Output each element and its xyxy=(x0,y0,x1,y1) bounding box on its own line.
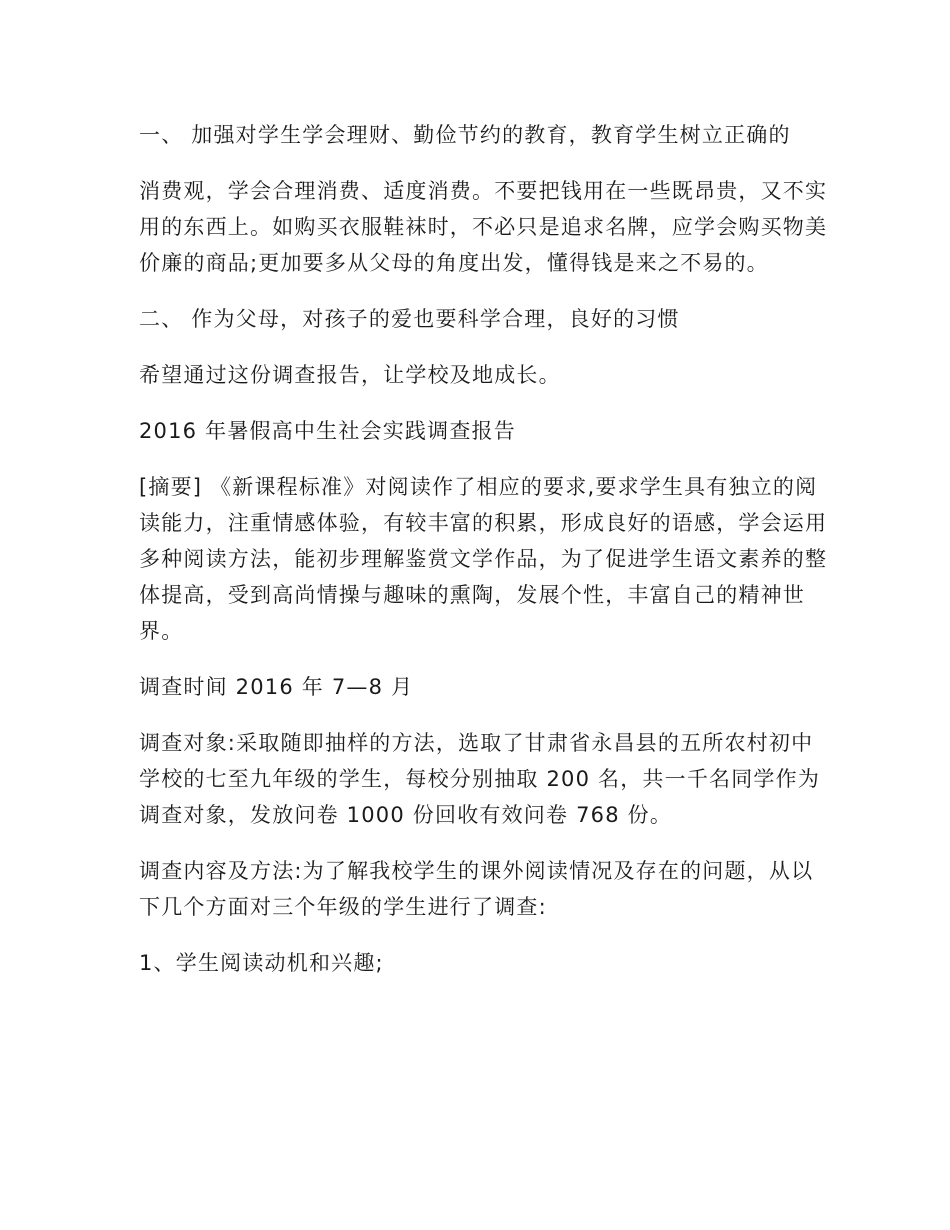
list-item-reading-motivation: 1、学生阅读动机和兴趣; xyxy=(139,951,384,975)
paragraph-survey-content: 调查内容及方法:为了解我校学生的课外阅读情况及存在的问题，从以下几个方面对三个年级的学生进行了调查: xyxy=(139,859,814,919)
paragraph-section-one-heading: 一、 加强对学生学会理财、勤俭节约的教育，教育学生树立正确的 xyxy=(139,123,791,147)
paragraph-section-two-heading: 二、 作为父母，对孩子的爱也要科学合理，良好的习惯 xyxy=(139,307,680,331)
paragraph-survey-time: 调查时间 2016 年 7—8 月 xyxy=(139,675,414,699)
report-title: 2016 年暑假高中生社会实践调查报告 xyxy=(139,419,516,443)
paragraph-abstract: [摘要] 《新课程标准》对阅读作了相应的要求,要求学生具有独立的阅读能力，注重情感体验，有较丰富的积累，形成良好的语感，学会运用多种阅读方法，能初步理解鉴赏文学作品，为了促进学生语文素养的整体提高，受到高尚情操与趣味的熏陶，发展个性，丰富自己的精神世界。 xyxy=(139,475,828,643)
paragraph-hope: 希望通过这份调查报告，让学校及地成长。 xyxy=(139,363,561,387)
paragraph-survey-subjects: 调查对象:采取随即抽样的方法，选取了甘肃省永昌县的五所农村初中学校的七至九年级的学生，每校分别抽取 200 名，共一千名同学作为调查对象，发放问卷 1000 份回收有效问卷 768 份。 xyxy=(139,731,821,827)
document-page xyxy=(139,117,829,1001)
paragraph-consumption-view: 消费观，学会合理消费、适度消费。不要把钱用在一些既昂贵，又不实用的东西上。如购买衣服鞋袜时，不必只是追求名牌，应学会购买物美价廉的商品;更加要多从父母的角度出发，懂得钱是来之不易的。 xyxy=(139,179,828,275)
